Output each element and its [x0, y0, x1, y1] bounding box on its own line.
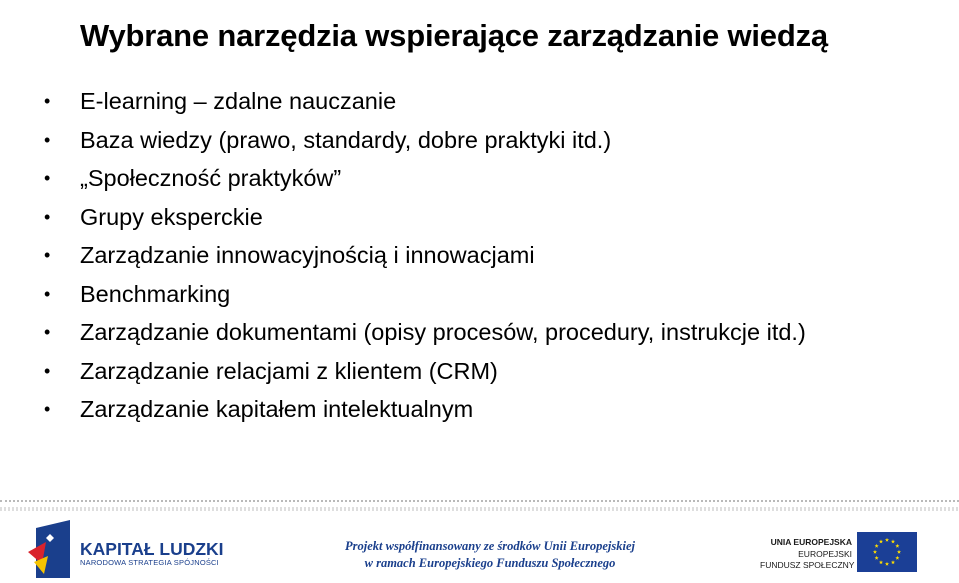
bullet-text: Baza wiedzy (prawo, standardy, dobre praktyki itd.)	[80, 126, 612, 153]
efs-label-2: FUNDUSZ SPOŁECZNY	[760, 560, 855, 570]
bullet-icon: •	[44, 283, 51, 304]
bullet-icon: •	[44, 129, 51, 150]
bullet-text: E-learning – zdalne nauczanie	[80, 88, 397, 114]
efs-label-1: EUROPEJSKI	[798, 549, 852, 559]
bullet-icon: •	[44, 322, 51, 342]
slide-title: Wybrane narzędzia wspierające zarządzanie wiedzą	[80, 18, 828, 53]
bullet-icon: •	[44, 245, 51, 265]
bullet-icon: •	[44, 206, 51, 227]
ue-label: UNIA EUROPEJSKA	[770, 537, 852, 547]
footer-divider-pattern	[0, 507, 959, 511]
kapital-ludzki-logo-icon	[28, 520, 78, 578]
project-line-1: Projekt współfinansowany ze środków Unii Europejskiej	[345, 539, 635, 553]
bullet-text: Zarządzanie innowacyjnością i innowacjami	[80, 242, 535, 268]
project-line-2: w ramach Europejskiego Funduszu Społecznego	[364, 556, 616, 570]
eu-flag-icon	[857, 532, 917, 572]
bullet-text: „Społeczność praktyków”	[80, 165, 342, 191]
bullet-text: Benchmarking	[80, 280, 231, 307]
bullet-text: Zarządzanie relacjami z klientem (CRM)	[80, 357, 498, 384]
bullet-text: Zarządzanie dokumentami (opisy procesów, procedury, instrukcje itd.)	[80, 319, 806, 345]
bullet-text: Zarządzanie kapitałem intelektualnym	[80, 396, 474, 422]
kapital-ludzki-name: KAPITAŁ LUDZKI	[80, 539, 224, 559]
bullet-icon: •	[44, 399, 51, 419]
bullet-icon: •	[44, 91, 51, 111]
bullet-icon: •	[44, 360, 51, 381]
project-funding-text	[320, 538, 660, 572]
footer-divider	[0, 500, 959, 502]
bullet-icon: •	[44, 168, 51, 188]
bullet-text: Grupy eksperckie	[80, 203, 263, 230]
kapital-ludzki-subtitle: NARODOWA STRATEGIA SPÓJNOŚCI	[80, 558, 219, 567]
